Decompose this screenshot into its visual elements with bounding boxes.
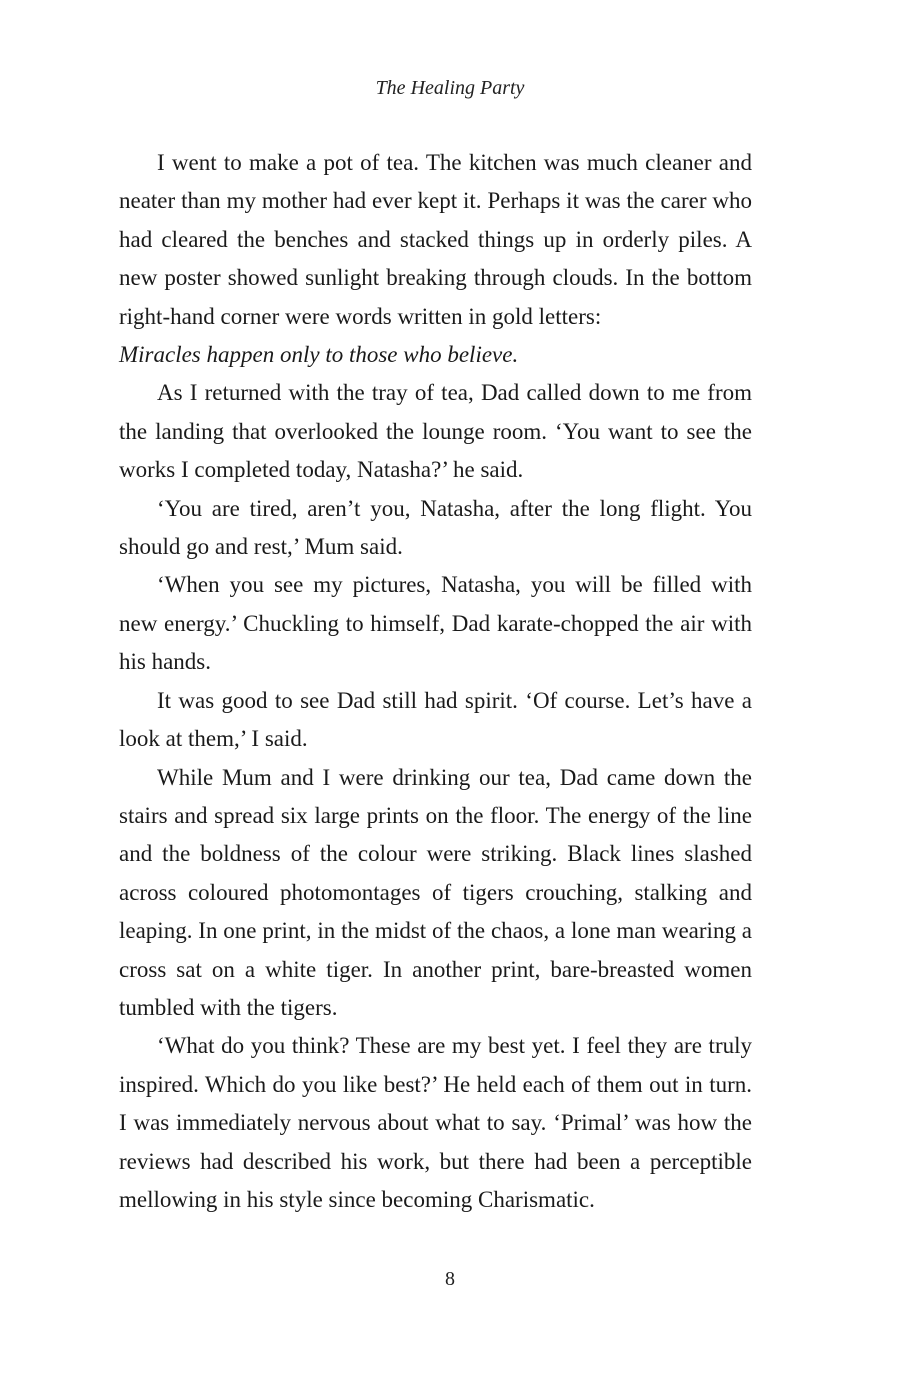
body-text	[119, 144, 752, 1219]
paragraph: ‘When you see my pictures, Natasha, you will be filled with new energy.’ Chuckling to himself, Dad karate-chopped the air with his hands.	[119, 572, 752, 675]
page-number: 8	[445, 1268, 455, 1290]
paragraph: I went to make a pot of tea. The kitchen was much cleaner and neater than my mother had ever kept it. Perhaps it was the carer who had cleared the benches and stacked things up in orderly piles. A new poster showed sunlight breaking through clouds. In the bottom right-hand corner were words written in gold letters:	[119, 150, 752, 329]
running-head: The Healing Party	[375, 77, 525, 99]
paragraph: It was good to see Dad still had spirit. ‘Of course. Let’s have a look at them,’ I said.	[119, 687, 752, 752]
paragraph: ‘You are tired, aren’t you, Natasha, after the long flight. You should go and rest,’ Mum said.	[119, 495, 752, 560]
paragraph: While Mum and I were drinking our tea, Dad came down the stairs and spread six large prints on the floor. The energy of the line and the boldness of the colour were striking. Black lines slashed across coloured photomontages of tigers crouching, stalking and leaping. In one print, in the midst of the chaos, a lone man wearing a cross sat on a white tiger. In another print, bare-breasted women tumbled with the tigers.	[119, 764, 752, 1020]
paragraph: As I returned with the tray of tea, Dad called down to me from the landing that overlooked the lounge room. ‘You want to see the works I completed today, Natasha?’ he said.	[119, 380, 752, 483]
paragraph: ‘What do you think? These are my best yet. I feel they are truly inspired. Which do you like best?’ He held each of them out in turn. I was immediately nervous about what to say. ‘Primal’ was how the reviews had described his work, but there had been a perceptible mellowing in his style since becoming Charismatic.	[119, 1033, 752, 1212]
poster-quote: Miracles happen only to those who believe.	[119, 342, 519, 368]
